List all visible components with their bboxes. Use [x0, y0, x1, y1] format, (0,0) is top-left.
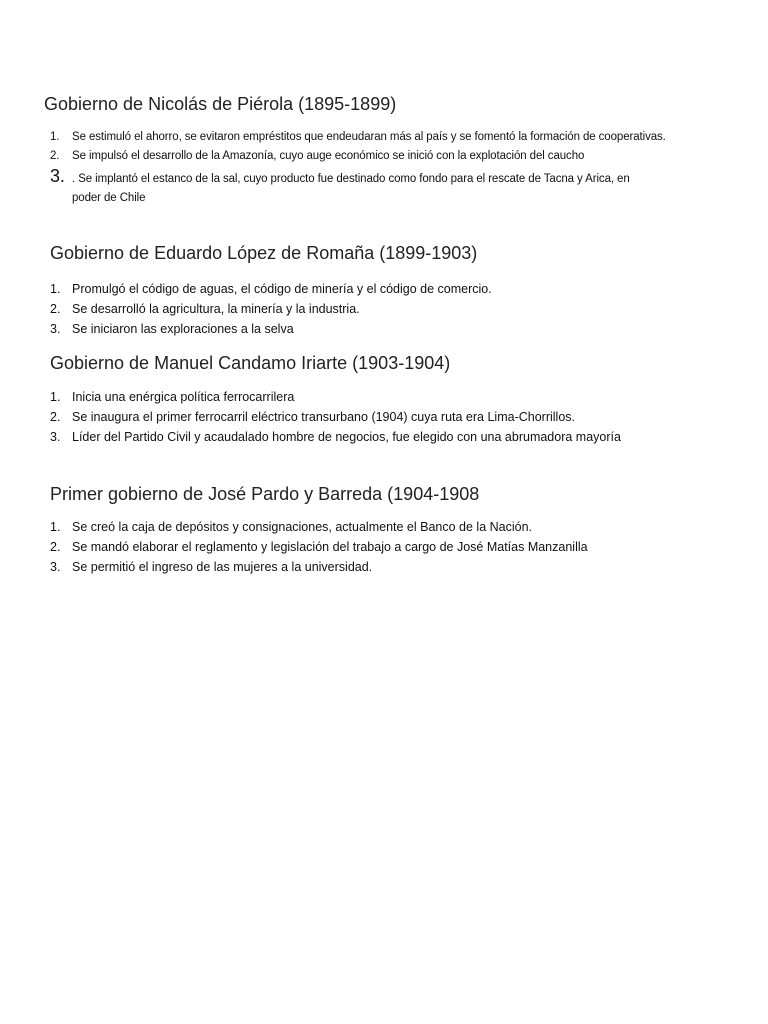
list-number: 2. [50, 150, 60, 162]
list-number: 1. [50, 520, 61, 534]
list-item [50, 279, 690, 299]
list-item [50, 319, 690, 339]
list-text: Inicia una enérgica política ferrocarrilera [72, 390, 295, 404]
list-number: 2. [50, 410, 61, 424]
list-number: 3. [50, 166, 65, 186]
list-text: Se inaugura el primer ferrocarril eléctrico transurbano (1904) cuya ruta era Lima-Chorrillos. [72, 410, 575, 424]
section-heading: Gobierno de Nicolás de Piérola (1895-1899) [44, 94, 397, 114]
list-item [50, 537, 690, 557]
section-list [50, 279, 690, 339]
section-list [50, 128, 666, 208]
list-text: Promulgó el código de aguas, el código de minería y el código de comercio. [72, 282, 492, 296]
list-number: 3. [50, 322, 61, 336]
list-text: Se impulsó el desarrollo de la Amazonía, cuyo auge económico se inició con la explotación del caucho [72, 150, 585, 162]
list-text: Se creó la caja de depósitos y consignaciones, actualmente el Banco de la Nación. [72, 520, 533, 534]
list-text: Se iniciaron las exploraciones a la selva [72, 322, 294, 336]
section-heading: Gobierno de Manuel Candamo Iriarte (1903-1904) [50, 353, 451, 373]
list-item [50, 387, 690, 407]
section-heading: Gobierno de Eduardo López de Romaña (1899-1903) [50, 243, 478, 263]
list-item [50, 166, 660, 208]
list-number: 1. [50, 131, 60, 143]
list-text: Se permitió el ingreso de las mujeres a la universidad. [72, 560, 373, 574]
section-list [50, 387, 690, 447]
list-item [50, 128, 666, 147]
list-number: 3. [50, 560, 61, 574]
list-text: Se estimuló el ahorro, se evitaron empréstitos que endeudaran más al país y se fomentó la formación de cooperativas. [72, 131, 666, 143]
list-item [50, 299, 690, 319]
list-item [50, 147, 660, 166]
section-list [50, 517, 690, 577]
list-item [50, 427, 690, 447]
list-item [50, 517, 690, 537]
list-text: Se desarrolló la agricultura, la minería y la industria. [72, 302, 360, 316]
list-number: 2. [50, 540, 61, 554]
list-number: 2. [50, 302, 61, 316]
list-text: Líder del Partido Civil y acaudalado hombre de negocios, fue elegido con una abrumadora mayoría [72, 430, 621, 444]
list-number: 1. [50, 390, 61, 404]
list-item [50, 407, 690, 427]
list-number: 3. [50, 430, 61, 444]
list-text: . Se implantó el estanco de la sal, cuyo producto fue destinado como fondo para el rescate de Tacna y Arica, en poder de Chile [72, 173, 630, 204]
list-number: 1. [50, 282, 61, 296]
list-text: Se mandó elaborar el reglamento y legislación del trabajo a cargo de José Matías Manzanilla [72, 540, 588, 554]
list-item [50, 557, 690, 577]
section-heading: Primer gobierno de José Pardo y Barreda (1904-1908 [50, 484, 480, 504]
